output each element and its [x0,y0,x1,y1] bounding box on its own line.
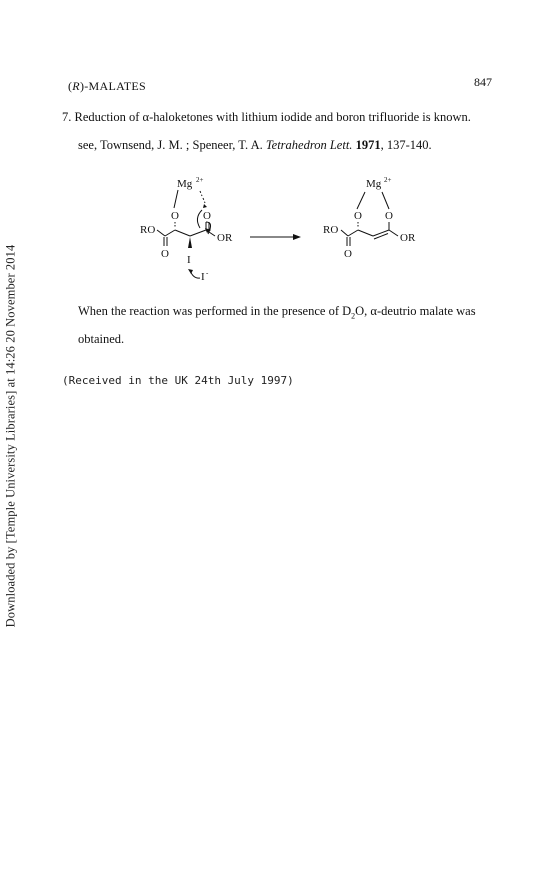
right-or-label: OR [400,232,416,244]
page-number: 847 [474,75,492,89]
running-title-text: (R)-MALATES [68,79,146,93]
body-text-1a: When the reaction was performed in the presence of D [78,304,352,318]
download-watermark [2,236,20,636]
left-o-carbonyl: O [161,248,169,260]
running-title [68,79,146,94]
reference-authors: see, Townsend, J. M. ; Speneer, T. A. [78,138,263,152]
left-ro-label: RO [140,224,156,236]
subscript-2: 2 [351,311,356,321]
iodide-label: I [201,271,205,283]
reactant-structure [140,176,233,283]
reference-pages: , 137-140. [380,138,432,152]
right-o-carbonyl: O [344,248,352,260]
body-line-1 [78,303,476,325]
left-o-keto: O [203,210,211,222]
footnote-reference [78,137,432,153]
footnote-line-1 [62,109,471,125]
product-structure [323,176,416,260]
received-note: (Received in the UK 24th July 1997) [62,374,294,387]
mg-right-label: Mg [366,178,382,190]
mg-left-label: Mg [177,178,193,190]
right-o-enolate: O [385,210,393,222]
iodine-label: I [187,254,191,266]
download-note: Downloaded by [Temple University Libraries] at 14:26 20 November 2014 [3,244,18,628]
left-or-label: OR [217,232,233,244]
reaction-scheme [130,170,440,290]
body-line-2: obtained. [78,332,125,346]
iodide-charge: - [206,269,209,277]
mg-right-charge: 2+ [384,176,392,184]
footnote-text: Reduction of α-haloketones with lithium iodide and boron trifluoride is known. [74,110,471,124]
left-o-ester: O [171,210,179,222]
reference-year: 1971 [355,138,381,152]
reference-journal: Tetrahedron Lett. [265,138,353,152]
body-text-1b: O, α-deutrio malate was [355,304,476,318]
reaction-arrow [250,234,301,240]
right-o-ester: O [354,210,362,222]
footnote-number: 7. [62,110,72,124]
mg-left-charge: 2+ [196,176,204,184]
right-ro-label: RO [323,224,339,236]
